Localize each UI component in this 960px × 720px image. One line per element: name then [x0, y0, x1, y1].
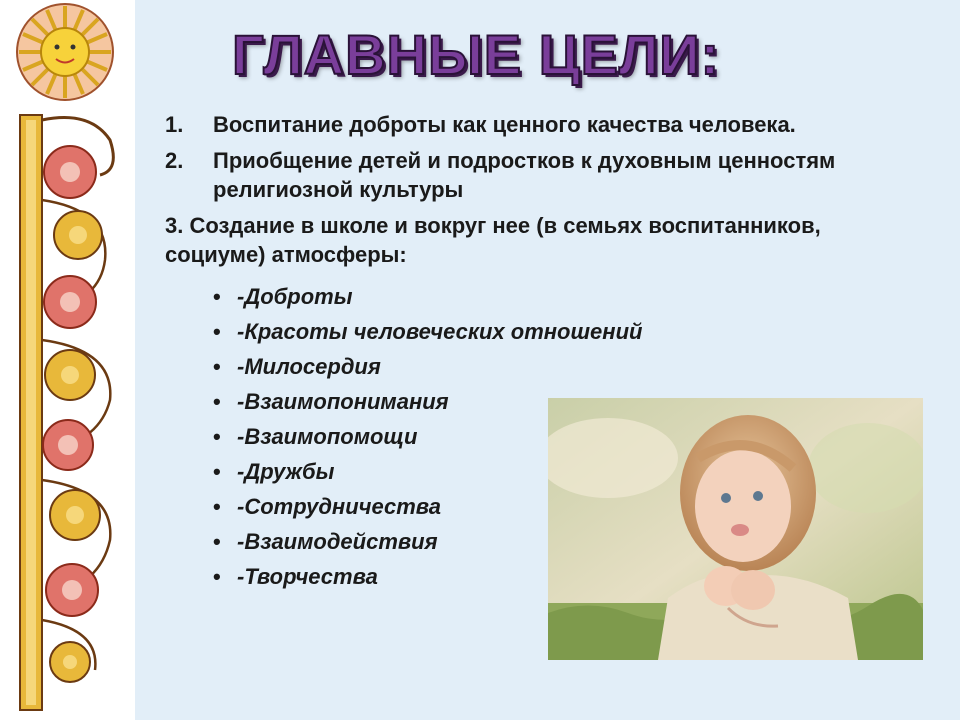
goal-number: 2. [165, 148, 184, 173]
goal-text: Воспитание доброты как ценного качества человека. [213, 112, 796, 137]
page-title: ГЛАВНЫЕ ЦЕЛИ: [232, 23, 721, 86]
list-item [213, 349, 865, 384]
list-item-text: -Взаимопонимания [237, 389, 449, 414]
bullet-dot: • [213, 424, 221, 449]
goal-item-1 [165, 110, 865, 139]
list-item [213, 314, 865, 349]
list-item-text: -Доброты [237, 284, 353, 309]
floral-border-ornament [0, 0, 140, 720]
goal-item-2 [165, 146, 865, 204]
list-item-text: -Дружбы [237, 459, 335, 484]
bullet-dot: • [213, 354, 221, 379]
list-item [213, 279, 865, 314]
sun-face-icon [17, 4, 113, 100]
bullet-dot: • [213, 284, 221, 309]
list-item-text: -Красоты человеческих отношений [237, 319, 643, 344]
bullet-dot: • [213, 389, 221, 414]
list-item-text: -Сотрудничества [237, 494, 442, 519]
list-item-text: -Творчества [237, 564, 378, 589]
bullet-dot: • [213, 494, 221, 519]
list-item-text: -Милосердия [237, 354, 381, 379]
goal-number: 1. [165, 112, 184, 137]
bullet-dot: • [213, 529, 221, 554]
bullet-dot: • [213, 319, 221, 344]
list-item-text: -Взаимодействия [237, 529, 438, 554]
goal-text: Приобщение детей и подростков к духовным ценностям религиозной культуры [213, 148, 836, 202]
list-item-text: -Взаимопомощи [237, 424, 418, 449]
bullet-dot: • [213, 459, 221, 484]
child-photo [548, 398, 923, 660]
goal-item-3: 3. Создание в школе и вокруг нее (в семьях воспитанников, социуме) атмосферы: [165, 213, 821, 267]
bullet-dot: • [213, 564, 221, 589]
